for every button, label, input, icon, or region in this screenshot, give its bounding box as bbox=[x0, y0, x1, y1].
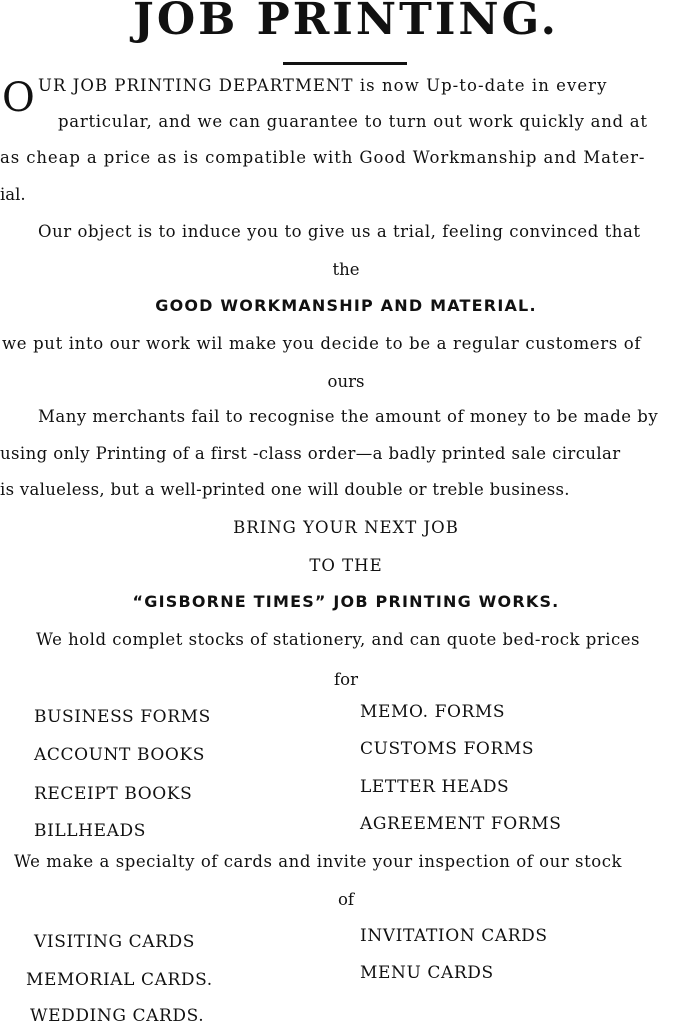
form-item: MEMO. FORMS bbox=[360, 702, 506, 722]
merchants-line-1: Many merchants fail to recognise the amount of money to be made by bbox=[38, 407, 659, 426]
intro-line-3: as cheap a price as is compatible with Good Workmanship and Mater- bbox=[0, 148, 646, 167]
bring-line-2: TO THE bbox=[309, 556, 383, 575]
intro-line-2: particular, and we can guarantee to turn out work quickly and at bbox=[58, 112, 648, 131]
card-item: MENU CARDS bbox=[360, 963, 494, 983]
intro-line-4: ial. bbox=[0, 185, 26, 204]
cards-intro-line-2: of bbox=[337, 890, 355, 909]
object-line-1: Our object is to induce you to give us a trial, feeling convinced that bbox=[38, 222, 641, 241]
drop-cap: O bbox=[2, 75, 35, 121]
stocks-line-1: We hold complet stocks of stationery, and can quote bed-rock prices bbox=[36, 630, 640, 649]
merchants-line-3: is valueless, but a well-printed one will double or treble business. bbox=[0, 480, 570, 499]
stocks-line-2: for bbox=[334, 670, 358, 689]
intro-text-1: UR JOB PRINTING DEPARTMENT is now Up-to-date in every bbox=[38, 76, 608, 95]
form-item: LETTER HEADS bbox=[360, 777, 510, 797]
card-item: INVITATION CARDS bbox=[360, 926, 548, 946]
convince-line-1: we put into our work wil make you decide to be a regular customers of bbox=[2, 334, 642, 353]
card-item: VISITING CARDS bbox=[34, 932, 196, 952]
intro-line-1 bbox=[38, 76, 688, 96]
form-item: BUSINESS FORMS bbox=[34, 707, 211, 727]
form-item: CUSTOMS FORMS bbox=[360, 739, 535, 759]
headline-gisborne-times: “GISBORNE TIMES” JOB PRINTING WORKS. bbox=[132, 592, 560, 611]
headline-good-workmanship: GOOD WORKMANSHIP AND MATERIAL. bbox=[155, 296, 537, 315]
merchants-line-2: using only Printing of a first -class order—a badly printed sale circular bbox=[0, 444, 621, 463]
cards-intro-line-1: We make a specialty of cards and invite your inspection of our stock bbox=[14, 852, 623, 871]
form-item: RECEIPT BOOKS bbox=[34, 784, 193, 804]
card-item: MEMORIAL CARDS. bbox=[26, 970, 213, 990]
page-title: JOB PRINTING. bbox=[133, 0, 559, 45]
card-item: WEDDING CARDS. bbox=[30, 1006, 205, 1026]
convince-line-2: ours bbox=[327, 372, 365, 391]
form-item: ACCOUNT BOOKS bbox=[34, 745, 206, 765]
bring-line-1: BRING YOUR NEXT JOB bbox=[233, 518, 459, 537]
object-line-2: the bbox=[332, 260, 360, 279]
form-item: AGREEMENT FORMS bbox=[360, 814, 562, 834]
title-rule bbox=[283, 62, 407, 65]
form-item: BILLHEADS bbox=[34, 821, 146, 841]
